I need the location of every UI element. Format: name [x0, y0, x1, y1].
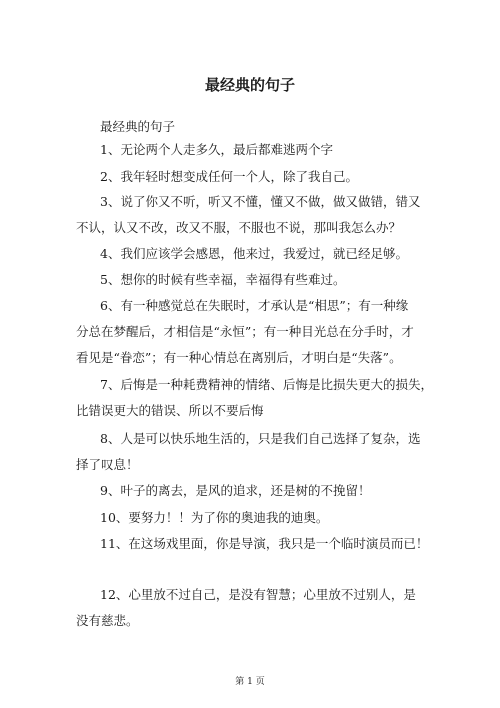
paragraph-line: 12、心里放不过自己，是没有智慧；心里放不过别人，是 — [100, 587, 416, 602]
paragraph-line: 分总在梦醒后，才相信是“永恒”；有一种目光总在分手时，才 — [76, 324, 414, 339]
paragraph-line: 11、在这场戏里面，你是导演，我只是一个临时演员而已！ — [100, 536, 429, 551]
paragraph-line: 4、我们应该学会感恩，他来过，我爱过，就已经足够。 — [100, 246, 408, 261]
paragraph-line: 2、我年轻时想变成任何一个人，除了我自己。 — [100, 169, 358, 184]
document-title: 最经典的句子 — [204, 76, 295, 94]
paragraph-line: 10、要努力！！为了你的奥迪我的迪奥。 — [100, 510, 329, 525]
page-number: 第 1 页 — [235, 677, 265, 687]
paragraph-line: 9、叶子的离去，是风的追求，还是树的不挽留！ — [100, 483, 371, 498]
paragraph-line: 5、想你的时候有些幸福，幸福得有些难过。 — [100, 272, 346, 287]
paragraph-line: 7、后悔是一种耗费精神的情绪、后悔是比损失更大的损失， — [100, 377, 433, 392]
paragraph-line: 1、无论两个人走多久，最后都难逃两个字 — [100, 142, 333, 157]
paragraph-line: 6、有一种感觉总在失眠时，才承认是“相思”；有一种缘 — [100, 298, 409, 313]
paragraph-line: 不认，认又不改，改又不服，不服也不说，那叫我怎么办？ — [76, 220, 402, 235]
paragraph-line: 8、人是可以快乐地生活的，只是我们自己选择了复杂，选 — [100, 431, 421, 446]
paragraph-line: 没有慈悲。 — [76, 613, 139, 628]
paragraph-line: 看见是“眷恋”；有一种心情总在离别后，才明白是“失落”。 — [76, 350, 402, 365]
paragraph-line: 比错误更大的错误、所以不要后悔 — [76, 403, 264, 418]
paragraph-line: 最经典的句子 — [100, 119, 176, 134]
paragraph-line: 择了叹息！ — [76, 457, 139, 472]
paragraph-line: 3、说了你又不听，听又不懂，懂又不做，做又做错，错又 — [100, 194, 421, 209]
